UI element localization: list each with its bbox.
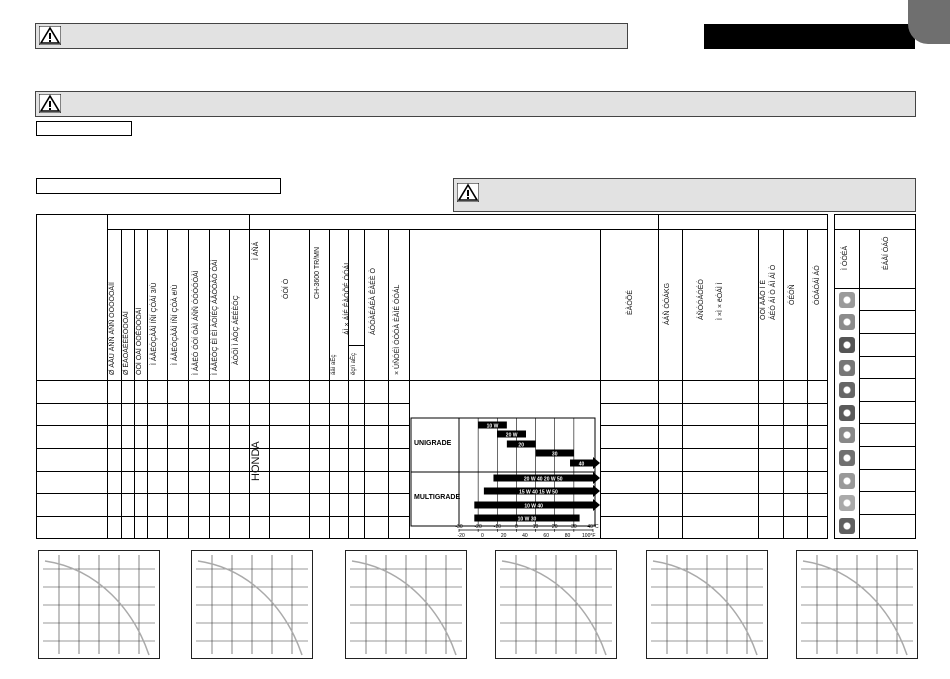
maintenance-item-icon bbox=[839, 427, 855, 443]
bar-label: 10 W 30 bbox=[517, 516, 537, 523]
header-right-2: ÁÑÓÓÁÓÉÓ bbox=[698, 279, 705, 320]
header-col-7: Ì ÁÅËÓÇ ÈÌ ÈÌ ÀÓÍÉÇ ÁÅÓÓÀÓ ÓÀÌ bbox=[212, 259, 219, 375]
maintenance-item-icon bbox=[839, 360, 855, 376]
oil-viscosity-chart bbox=[409, 401, 600, 537]
header-right-1: ÁÁÑ ÓÓÁKG bbox=[664, 282, 671, 325]
x-tick-fahrenheit: 60 bbox=[543, 533, 549, 537]
header-right-7: ÓÓÁÓÁÌ ÁÓ bbox=[814, 265, 821, 305]
bar-label: 30 bbox=[551, 451, 558, 458]
maintenance-item-icon bbox=[839, 292, 855, 308]
icon-table bbox=[834, 214, 916, 539]
x-tick-celsius: 0 bbox=[515, 524, 518, 530]
header-right-4: ÓÓÌ ÁÅÓ Ì È bbox=[760, 279, 767, 320]
x-tick-fahrenheit: 0 bbox=[481, 533, 484, 537]
header-right-5: ÁÉÓ ÁÍ Ò ÁÌ ÁÌ Ò bbox=[770, 264, 777, 320]
header-col-8: ÀÓÖÌ Ì ÀÓÇ ÁËÉÈÓÇ bbox=[233, 295, 240, 365]
bar-label: 40 bbox=[578, 461, 585, 468]
far-right-header-2: ÉÁÅÍ ÓÁÓ bbox=[883, 236, 890, 270]
maintenance-item-icon bbox=[839, 518, 855, 534]
mini-grid-chart bbox=[191, 550, 313, 659]
bar-label: 10 W bbox=[486, 423, 499, 430]
mini-grid-chart bbox=[345, 550, 467, 659]
bar-arrowhead bbox=[593, 485, 600, 497]
warning-icon bbox=[39, 26, 61, 45]
x-tick-celsius: -10 bbox=[493, 524, 501, 530]
group-label-unigrade: UNIGRADE bbox=[414, 440, 452, 447]
top-warning-bar bbox=[35, 23, 628, 49]
header-col-1: Ø ÀÅÚ ÁÑÑ ÀÑÑ ÓÓÓÓÓÀÌÌ bbox=[109, 282, 116, 375]
x-tick-celsius: -30 bbox=[455, 524, 463, 530]
mini-grid-chart bbox=[495, 550, 617, 659]
x-tick-celsius: 30 bbox=[571, 524, 577, 530]
x-tick-fahrenheit: 80 bbox=[564, 533, 571, 537]
header-sub-2: ëçrì aÈç bbox=[351, 352, 357, 375]
x-tick-celsius: -20 bbox=[474, 524, 482, 530]
bar-label: 20 bbox=[518, 442, 524, 449]
header-mid-4: ÁÌ × ÁÍÉ ÊÀÓÕÉ ÓÓÁL bbox=[344, 260, 351, 335]
mini-grid-chart bbox=[796, 550, 918, 659]
x-tick-fahrenheit: 100°F bbox=[582, 533, 596, 537]
small-label-box bbox=[36, 121, 132, 136]
page-corner-tab bbox=[908, 0, 950, 44]
group-label-multigrade: MULTIGRADE bbox=[414, 494, 461, 501]
x-tick-fahrenheit: -20 bbox=[457, 533, 465, 537]
header-mid-6: × ÚÑÓÉÌ ÓÓÓÀ ÈÀÌÉ ÓÓÁL bbox=[394, 284, 401, 375]
header-col-3: ÓÓÍ ÒÀÌ ÓÓËÓÓÓÀÌ bbox=[136, 307, 143, 375]
header-mid-2: ÓÓÍ Ò bbox=[283, 278, 290, 299]
header-mid-3: CH-3600 TR/MN bbox=[314, 247, 321, 299]
title-black-bar bbox=[704, 24, 915, 49]
bar-arrowhead bbox=[593, 457, 600, 469]
bar-arrowhead bbox=[593, 499, 600, 511]
section-warning-bar bbox=[35, 91, 916, 117]
far-right-header-1: Ì ÓÓÉÁ bbox=[842, 245, 849, 270]
header-right-6: ÓÉÓÑ bbox=[789, 284, 796, 305]
bar-arrowhead bbox=[593, 472, 600, 484]
mini-grid-chart bbox=[646, 550, 768, 659]
bar-label: 10 W 40 bbox=[524, 503, 543, 510]
header-col-5: Ì ÁÅËÓÇÀÅÌ ÍÑÍ ÇÓÀ ë/Ù bbox=[172, 284, 179, 365]
maintenance-item-icon bbox=[839, 314, 855, 330]
header-sub-1: ääì aÈç bbox=[331, 354, 337, 375]
header-mid-1: Ì ÁÑÁ bbox=[253, 241, 260, 260]
x-tick-fahrenheit: 40 bbox=[522, 533, 528, 537]
bar-label: 20 W bbox=[505, 432, 518, 439]
warning-icon bbox=[39, 94, 61, 113]
warning-icon bbox=[457, 183, 479, 202]
maintenance-item-icon bbox=[839, 405, 855, 421]
header-col-2: Ø ÊÁÓÁÈÉËÒÓÓÀÌ bbox=[123, 311, 130, 375]
header-right-3: Ì ×Ì × ëÓÁÌ Ì bbox=[717, 282, 724, 320]
mini-grid-chart bbox=[38, 550, 160, 659]
main-table bbox=[36, 214, 828, 539]
header-mid-5: ÁÓÓÀÉÁÉÀ ÊÀÉÈ Ò bbox=[370, 268, 377, 335]
header-col-6: Ì ÁÅËÓ ÓÓÍ ÓÀÌ ÁÑÑ ÓÓÓÓÓÀÌ bbox=[193, 270, 200, 375]
brand-honda-label: HONDA bbox=[250, 441, 262, 481]
bar-label: 15 W 40 15 W 50 bbox=[519, 489, 558, 496]
maintenance-item-icon bbox=[839, 473, 855, 489]
x-tick-celsius: 10 bbox=[532, 524, 539, 530]
x-tick-celsius: 20 bbox=[551, 524, 558, 530]
left-label-box bbox=[36, 178, 281, 194]
header-mid-7: ÈÀÓÕÉ bbox=[627, 290, 634, 315]
right-warning-bar bbox=[453, 178, 916, 212]
maintenance-item-icon bbox=[839, 337, 855, 353]
x-tick-celsius: 40°C bbox=[587, 524, 599, 530]
bar-label: 20 W 40 20 W 50 bbox=[523, 476, 563, 483]
maintenance-item-icon bbox=[839, 382, 855, 398]
maintenance-item-icon bbox=[839, 495, 855, 511]
x-tick-fahrenheit: 20 bbox=[500, 533, 507, 537]
header-col-4: Ì ÁÅËÓÇÀÅÌ ÍÑÍ ÇÓÀÍ 3/Ù bbox=[151, 282, 158, 365]
maintenance-item-icon bbox=[839, 450, 855, 466]
